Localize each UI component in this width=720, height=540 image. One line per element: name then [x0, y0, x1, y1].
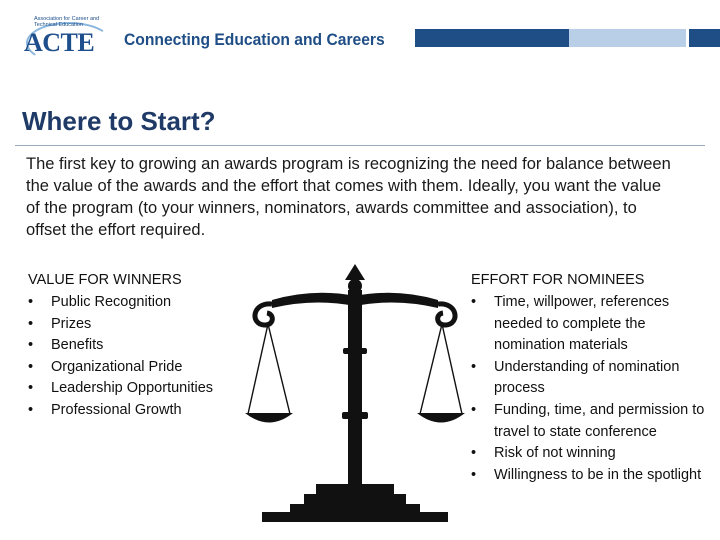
header-bar-light — [569, 29, 686, 47]
acte-logo[interactable] — [24, 16, 116, 68]
list-item: • Prizes — [28, 314, 238, 336]
effort-column — [471, 270, 706, 486]
header-bar-dark — [415, 29, 569, 47]
intro-paragraph: The first key to growing an awards program is recognizing the need for balance between the value of the awards and the effort that comes with them. Ideally, you want the value of the program (to your winners, nominators, awards committee and association), to offset the effort required. — [26, 155, 671, 239]
list-item: • Time, willpower, references needed to complete the nomination materials — [471, 292, 706, 357]
list-item: • Leadership Opportunities — [28, 378, 238, 400]
list-item: • Willingness to be in the spotlight — [471, 465, 706, 487]
list-item: • Risk of not winning — [471, 443, 706, 465]
value-heading: VALUE FOR WINNERS — [28, 272, 182, 288]
effort-list — [471, 292, 706, 486]
header-bar-end — [689, 29, 720, 47]
logo-subtext: Association for Career and Technical Education — [34, 16, 100, 28]
effort-heading: EFFORT FOR NOMINEES — [471, 272, 645, 288]
list-item: • Understanding of nomination process — [471, 357, 706, 400]
slide-title: Where to Start? — [22, 106, 216, 136]
list-item: • Benefits — [28, 335, 238, 357]
balance-scale-icon — [244, 262, 466, 522]
title-divider — [15, 145, 705, 146]
list-item: • Professional Growth — [28, 400, 238, 422]
list-item: • Organizational Pride — [28, 357, 238, 379]
list-item: • Funding, time, and permission to travel to state conference — [471, 400, 706, 443]
value-column — [28, 270, 238, 422]
list-item: • Public Recognition — [28, 292, 238, 314]
tagline: Connecting Education and Careers — [124, 30, 385, 49]
logo-wordmark: ACTE — [24, 28, 95, 57]
header — [0, 0, 720, 80]
value-list — [28, 292, 238, 422]
